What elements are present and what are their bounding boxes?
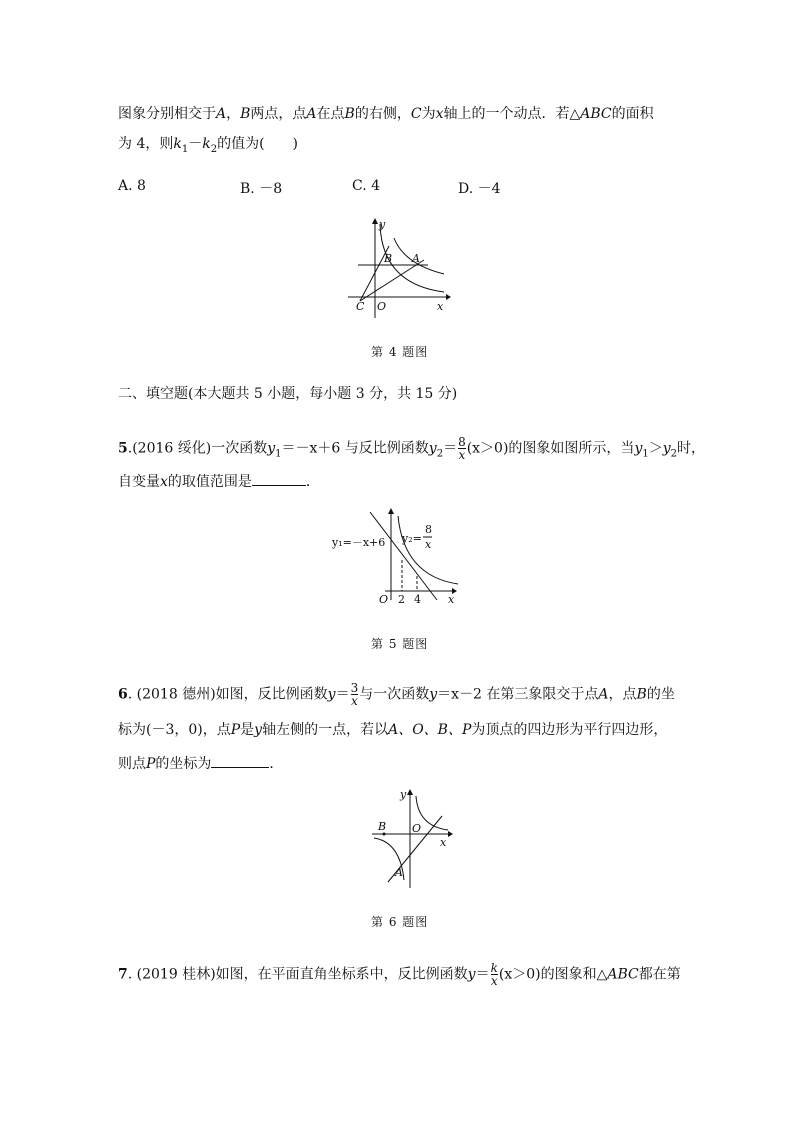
text: ．	[269, 756, 284, 772]
source: . (2018 德州)	[127, 686, 216, 703]
label-y: y	[400, 788, 407, 801]
text: 轴上的一个动点．若△	[443, 106, 581, 122]
label-A: A	[395, 866, 403, 879]
label-O: O	[377, 300, 387, 313]
q6-figure	[368, 788, 458, 888]
var: B	[636, 686, 647, 703]
numerator: 3	[350, 681, 359, 695]
fraction	[351, 682, 359, 707]
var: B	[344, 106, 355, 122]
var: x	[435, 106, 444, 122]
text: 图象分别相交于	[118, 106, 216, 122]
label-y2-den: x	[425, 538, 432, 551]
var: y	[267, 440, 276, 457]
q6-caption: 第 6 题图	[371, 915, 429, 929]
text: 与一次函数	[359, 686, 430, 703]
var: x	[160, 474, 168, 490]
text: 为	[421, 106, 436, 122]
y-axis-arrow	[407, 789, 413, 795]
var: k	[202, 136, 211, 152]
text: (x＞0)的图象如图所示，当	[466, 440, 635, 457]
question-number: 6	[118, 686, 128, 703]
q5-line-1	[118, 436, 705, 464]
var: ABC	[580, 106, 612, 122]
q6-line-3	[118, 754, 283, 774]
var: y	[467, 966, 476, 983]
q4-option-c[interactable]: C. 4	[352, 178, 381, 194]
text: (x＞0)的图象和△	[498, 966, 608, 983]
var: k	[173, 136, 182, 152]
tick-4: 4	[414, 593, 421, 606]
var: P	[230, 722, 241, 738]
q4-caption: 第 4 题图	[371, 345, 429, 359]
var: A	[216, 106, 227, 122]
question-number: 7	[118, 966, 128, 983]
fraction	[491, 962, 498, 987]
section-heading: 二、填空题(本大题共 5 小题，每小题 3 分，共 15 分)	[118, 386, 458, 402]
label-O: O	[412, 822, 422, 835]
var: C	[410, 106, 422, 122]
q6-line-2	[118, 720, 667, 740]
var: y	[254, 722, 263, 738]
q5-line-2	[118, 472, 320, 492]
q4-option-d[interactable]: D. －4	[458, 181, 501, 197]
subscript: 1	[642, 448, 649, 460]
text: ．	[305, 474, 320, 490]
var: B	[240, 106, 251, 122]
text: 标为(－3，0)，点	[118, 722, 231, 738]
text: ＝	[335, 686, 350, 703]
subscript: 2	[436, 448, 444, 460]
text: 的面积	[611, 106, 654, 122]
q5-figure	[330, 508, 470, 608]
text: 都在第	[638, 966, 681, 983]
var: y	[327, 686, 336, 703]
label-x: x	[448, 593, 455, 606]
var: y	[662, 440, 671, 457]
answer-blank[interactable]	[211, 755, 269, 768]
label-A: A	[412, 252, 420, 265]
var: A	[306, 106, 317, 122]
text: ，	[226, 106, 241, 122]
tick-2: 2	[398, 593, 405, 606]
question-number: 5	[118, 440, 128, 457]
text: 如图，反比例函数	[215, 686, 328, 703]
subscript: 1	[181, 143, 189, 155]
label-B: B	[384, 252, 393, 265]
text: 一次函数	[211, 440, 268, 457]
var: A	[598, 686, 609, 703]
x-axis-arrow	[448, 831, 453, 837]
source: .(2016 绥化)	[127, 440, 212, 457]
label-O: O	[379, 593, 389, 606]
label-x: x	[437, 300, 444, 313]
subscript: 2	[210, 143, 218, 155]
text: ＝	[443, 440, 458, 457]
q4-line-1	[118, 104, 654, 124]
q4-option-b[interactable]: B. －8	[240, 181, 283, 197]
label-y: y	[379, 218, 386, 231]
fraction	[458, 436, 466, 461]
text: ＝x－2 在第三象限交于点	[437, 686, 599, 703]
text: 的右侧，	[354, 106, 411, 122]
y-axis-arrow	[388, 508, 394, 514]
text: 的坐标为	[155, 756, 212, 772]
var: y	[428, 440, 437, 457]
label-x: x	[440, 836, 447, 849]
q4-line-2	[118, 134, 298, 160]
line-CA	[360, 260, 424, 301]
text: 为 4，则	[118, 136, 174, 152]
text: 的值为( )	[217, 136, 299, 152]
text: 如图，在平面直角坐标系中，反比例函数	[215, 966, 468, 983]
source: . (2019 桂林)	[127, 966, 216, 983]
q4-figure	[348, 218, 448, 318]
answer-blank[interactable]	[252, 473, 306, 486]
var: A、O、B、P	[388, 722, 472, 738]
text: ＝－x＋6 与反比例函数	[281, 440, 429, 457]
var: ABC	[607, 966, 639, 983]
q7-line-1	[118, 962, 681, 987]
denominator: x	[458, 448, 466, 462]
var: y	[634, 440, 643, 457]
text: 的坐	[646, 686, 675, 703]
numerator: k	[490, 961, 498, 975]
text: 是	[240, 722, 255, 738]
label-y1: y₁=－x+6	[332, 536, 386, 549]
q6-line-1	[118, 682, 675, 707]
label-y2-num: 8	[425, 523, 432, 536]
subscript: 1	[275, 448, 282, 460]
label-C: C	[356, 300, 365, 313]
q4-option-a[interactable]: A. 8	[118, 178, 146, 194]
denominator: x	[490, 974, 498, 988]
var: P	[146, 756, 156, 772]
text: ，点	[608, 686, 637, 703]
x-axis-arrow	[446, 294, 451, 300]
text: 时，	[677, 440, 706, 457]
y-axis-arrow	[372, 218, 378, 224]
text: ＞	[648, 440, 663, 457]
label-y2: y₂=	[402, 532, 422, 545]
subscript: 2	[670, 448, 678, 460]
text: 两点，点	[250, 106, 307, 122]
text: 自变量	[118, 474, 160, 490]
q5-caption: 第 5 题图	[371, 637, 429, 651]
text: ＝	[475, 966, 490, 983]
label-B: B	[378, 820, 387, 833]
text: 轴左侧的一点，若以	[262, 722, 389, 738]
numerator: 8	[458, 435, 466, 449]
denominator: x	[351, 694, 358, 708]
text: 为顶点的四边形为平行四边形，	[471, 722, 668, 738]
var: y	[429, 686, 438, 703]
text: 则点	[118, 756, 146, 772]
text: 在点	[316, 106, 345, 122]
text: 的取值范围是	[167, 474, 252, 490]
text: －	[188, 136, 203, 152]
